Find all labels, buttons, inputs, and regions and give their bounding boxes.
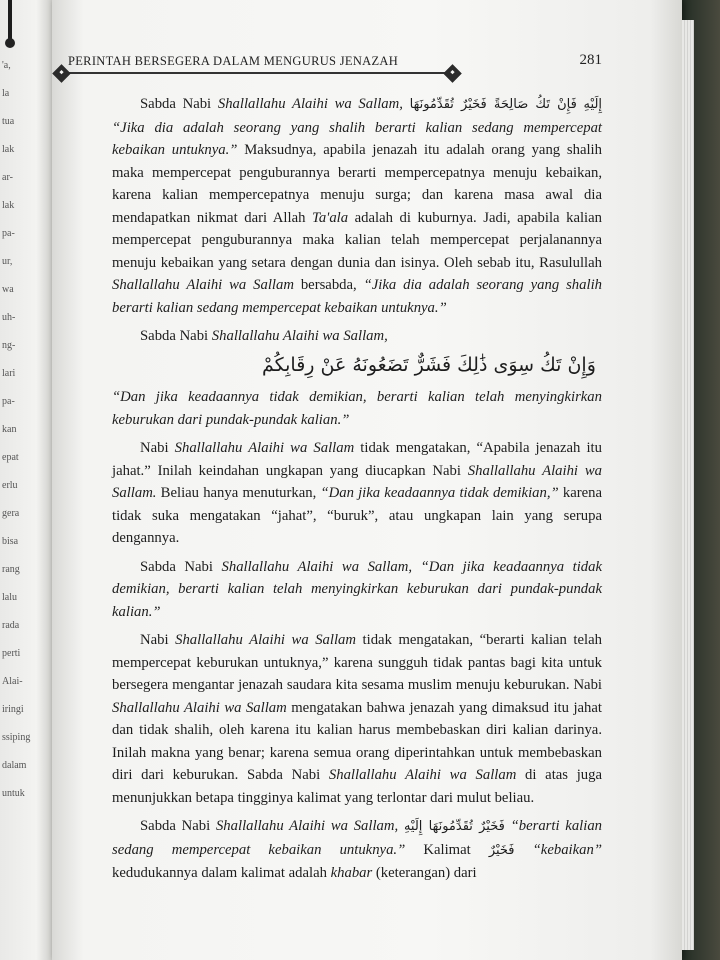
paragraph-1 (112, 93, 602, 319)
prev-page-fragment: rada (2, 620, 20, 631)
prev-page-fragment: untuk (2, 788, 25, 799)
text-run: kedudukannya dalam kalimat adalah (112, 865, 331, 881)
prev-page-fragment: gera (2, 508, 20, 519)
paragraph-3 (112, 386, 602, 431)
text-run: “Dan jika keadaannya tidak demikian,” (320, 485, 559, 501)
paragraph-2 (112, 325, 602, 348)
prev-page-fragment: epat (2, 452, 19, 463)
text-run: Shallallahu Alaihi wa Sallam (175, 632, 357, 648)
prev-page-fragment: lak (2, 200, 15, 211)
prev-page-fragment: lalu (2, 592, 17, 603)
prev-page-fragment: lari (2, 368, 16, 379)
text-run: “kebaikan” (514, 841, 602, 858)
arabic-text: فَخَيْرٌ تُقَدِّمُونَهَا إِلَيْهِ (403, 819, 505, 834)
text-run: Sabda Nabi (140, 328, 212, 344)
text-run: Sabda Nabi (140, 96, 218, 112)
header-rule (60, 72, 454, 74)
prev-page-fragment: ng- (2, 340, 16, 351)
text-run: karena tidak suka mengatakan “jahat”, “buruk”, atau ungkapan lain yang serupa dengannya. (112, 485, 603, 546)
text-run: “Jika dia adalah seorang yang shalih berarti kalian sedang mempercepat kebaikan untuknya.” (112, 119, 602, 158)
prev-page-fragment: 'a, (2, 60, 11, 71)
text-run: Shallallahu Alaihi wa Sallam. (112, 462, 602, 501)
text-run: Nabi (140, 632, 176, 648)
prev-page-fragment: perti (2, 648, 21, 659)
text-run: tidak mengatakan, “berarti kalian telah mempercepat keburukan untuknya,” karena sungguh tidak pantas bagi kita untuk bersegera mengantar jenazah saudara kita sesama muslim menuju keburukan. Nabi (112, 632, 602, 693)
prev-page-fragment: uh- (2, 312, 16, 323)
body-text (112, 93, 602, 891)
arabic-verse: وَإِنْ تَكُ سِوَى ذَٰلِكَ فَشَرٌّ تَضَعُونَهُ عَنْ رِقَابِكُمْ (262, 353, 596, 376)
text-run: di atas juga menunjukkan betapa tingginya kalimat yang terlontar dari mulut beliau. (112, 767, 603, 806)
chapter-title: PERINTAH BERSEGERA DALAM MENGURUS JENAZAH (68, 54, 399, 68)
prev-page-fragment: rang (2, 564, 20, 575)
text-run: khabar (330, 865, 373, 881)
text-run: Beliau hanya menuturkan, (156, 485, 321, 501)
text-run: “Jika dia adalah seorang yang shalih berarti kalian sedang mempercepat kebaikan untuknya.” (112, 277, 602, 316)
prev-page-fragment: iringi (2, 704, 24, 715)
prev-page-fragment: wa (2, 284, 14, 295)
prev-page-fragment: bisa (2, 536, 19, 547)
prev-page-fragment: lak (2, 144, 15, 155)
text-run: Maksudnya, apabila jenazah itu adalah orang yang shalih maka mempercepat penguburannya berarti mempercepatnya menuju kebaikan, karena kalian mempercepatnya menuju surga; dan karena masa awal dia mendapatkan nikmat dari Allah (112, 142, 602, 226)
text-run: Shallallahu Alaihi wa Sallam (112, 699, 287, 716)
text-run: Shallallahu Alaihi wa Sallam, (215, 818, 399, 834)
text-run: Shallallahu Alaihi wa Sallam, “Dan jika keadaannya tidak demikian, berarti kalian telah menyingkirkan keburukan dari pundak-pundak kalian.” (112, 558, 602, 620)
prev-page-fragment: ssiping (2, 732, 31, 743)
text-run: Sabda Nabi (140, 558, 222, 575)
prev-page-fragment: tua (2, 116, 15, 127)
prev-page-fragment: dalam (2, 760, 27, 771)
prev-page-fragment: Alai- (2, 676, 23, 687)
text-run: Shallallahu Alaihi wa Sallam (112, 277, 294, 293)
text-run: adalah di kuburnya. Jadi, apabila kalian mempercepat penguburannya maka kalian telah mempercepat perjalanannya menuju kebaikan yang setara dengan dunia dan isinya. Oleh sebab itu, Rasulullah (112, 209, 602, 271)
prev-page-fragment: pa- (2, 396, 15, 407)
arabic-text: إِلَيْهِ (583, 97, 603, 112)
previous-page-edge (0, 0, 52, 960)
text-run: Nabi (140, 440, 175, 456)
prev-page-fragment: erlu (2, 480, 18, 491)
text-run: “berarti kalian sedang mempercepat kebaikan untuknya.” (112, 818, 603, 858)
text-run: bersabda, (293, 277, 364, 293)
page-number: 281 (579, 52, 602, 68)
paragraph-4 (112, 437, 602, 550)
running-header (60, 52, 602, 74)
arabic-text: فَإِنْ تَكُ صَالِحَةً فَخَيْرٌ تُقَدِّمُونَهَا (409, 97, 577, 112)
text-run: Sabda Nabi (140, 818, 216, 834)
text-run: “Dan jika keadaannya tidak demikian, berarti kalian telah menyingkirkan keburukan dari pundak-pundak kalian.” (112, 389, 602, 428)
paragraph-6 (112, 629, 602, 809)
paragraph-7 (112, 815, 602, 885)
text-run: (keterangan) dari (372, 865, 477, 881)
text-run: Shallallahu Alaihi wa Sallam (328, 767, 517, 783)
text-run: mengatakan bahwa jenazah yang dimaksud itu jahat dan tidak shalih, oleh karena itu kalian harus membebaskan diri kalian darinya. Inilah makna yang benar; karena semua orang diperintahkan untuk membebaskan diri dari keburukan. Sabda Nabi (112, 699, 602, 783)
prev-page-fragment: kan (2, 424, 17, 435)
arabic-text: فَخَيْرٌ (488, 842, 515, 858)
prev-page-fragment: ur, (2, 256, 13, 267)
paragraph-5 (112, 556, 602, 624)
bookmark-ribbon (8, 0, 12, 40)
prev-page-fragment: la (2, 88, 10, 99)
prev-page-fragment: pa- (2, 228, 15, 239)
text-run: Kalimat (405, 841, 489, 858)
text-run: tidak mengatakan, “Apabila jenazah itu jahat.” Inilah keindahan ungkapan yang diucapkan Nabi (112, 440, 602, 479)
prev-page-fragment: ar- (2, 172, 13, 183)
text-run: Shallallahu Alaihi wa Sallam, (211, 328, 388, 344)
page-stack-edge (682, 20, 694, 950)
text-run: Shallallahu Alaihi wa Sallam, (217, 96, 403, 112)
text-run: Shallallahu Alaihi wa Sallam (174, 440, 355, 456)
text-run: Ta'ala (312, 209, 349, 226)
